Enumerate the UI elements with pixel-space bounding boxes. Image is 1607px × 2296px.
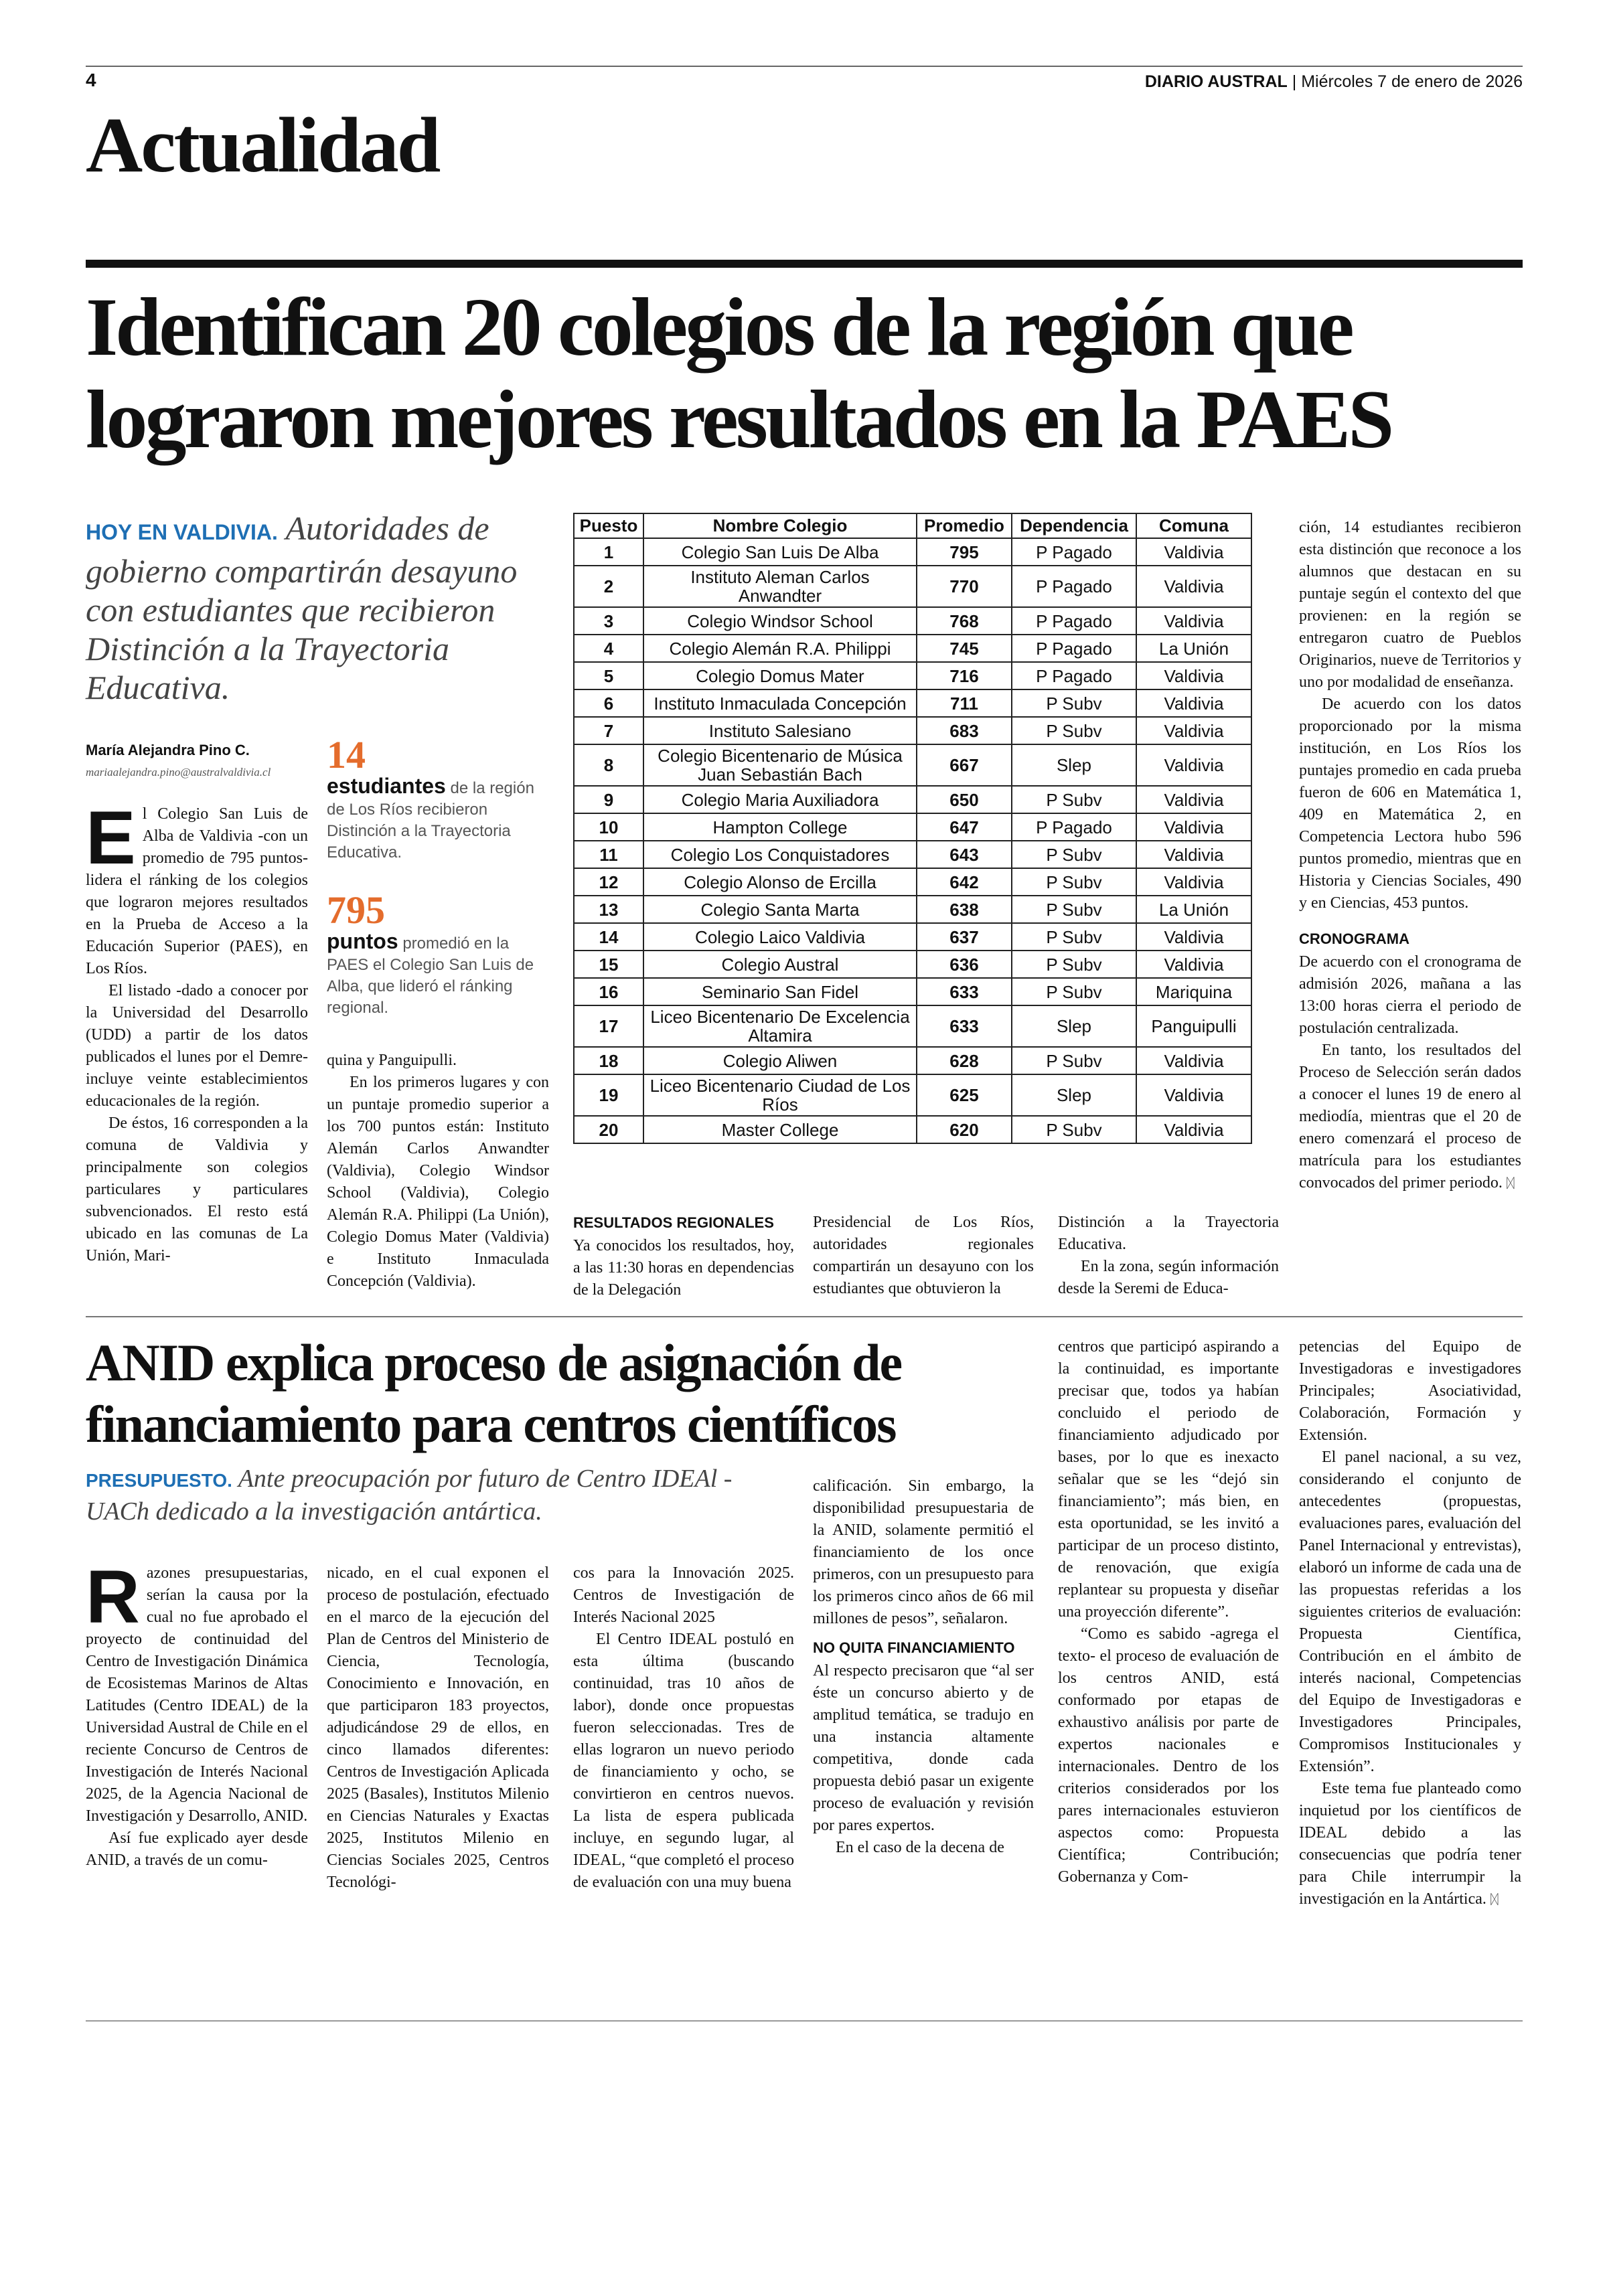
cell-rank: 6 (574, 689, 643, 717)
cell-school: Colegio Domus Mater (643, 662, 917, 689)
table-row (574, 786, 1251, 813)
cell-average: 683 (917, 717, 1012, 744)
article1-deck: Autoridades de gobierno compartirán desayuno con estudiantes que recibieron Distinción a la Trayectoria Educativa. (86, 509, 518, 706)
article2-dropcap: R (86, 1555, 140, 1639)
cell-commune: Valdivia (1136, 1116, 1251, 1143)
cell-average: 620 (917, 1116, 1012, 1143)
article1-author: María Alejandra Pino C. (86, 742, 250, 758)
cell-average: 770 (917, 566, 1012, 607)
cell-rank: 9 (574, 786, 643, 813)
article1-column-5 (1058, 1212, 1279, 1300)
cell-dependency: P Subv (1012, 951, 1136, 978)
article1-email: mariaalejandra.pino@australvaldivia.cl (86, 766, 271, 778)
cell-dependency: Slep (1012, 744, 1136, 786)
cell-dependency: P Pagado (1012, 813, 1136, 841)
cell-school: Colegio Alonso de Ercilla (643, 868, 917, 896)
table-row (574, 744, 1251, 786)
article1-column-3 (573, 1212, 794, 1301)
cell-commune: Valdivia (1136, 813, 1251, 841)
table-row (574, 689, 1251, 717)
cell-commune: La Unión (1136, 635, 1251, 662)
article2-paragraph: nicado, en el cual exponen el proceso de postulación, efectuado en el marco de la ejecución del Plan de Centros del Ministerio de Ciencia, Tecnología, Conocimiento e Innovación, en que participaron 183 proyectos, adjudicándose 29 de ellos, en cinco llamados diferentes: Centros de Investigación Aplicada 2025 (Basales), Institutos Milenio en Ciencias Naturales y Exactas 2025, Institutos Milenio en Ciencias Sociales 2025, Centros Tecnológi- (327, 1564, 549, 1891)
stat-students-desc: de la región de Los Ríos recibieron Distinción a la Trayectoria Educativa. (327, 779, 534, 862)
col-header-average: Promedio (917, 513, 1012, 538)
cell-school: Colegio Bicentenario de Música Juan Sebastián Bach (643, 744, 917, 786)
article2-column-4 (813, 1475, 1034, 1859)
table-row (574, 662, 1251, 689)
ranking-table (573, 513, 1252, 1144)
article2-column-5 (1058, 1336, 1279, 1888)
article1-paragraph: En los primeros lugares y con un puntaje promedio superior a los 700 puntos están: Instituto Alemán Carlos Anwandter (Valdivia), Colegio Windsor School (Valdivia), Colegio Alemán R.A. Philippi (La Unión), Colegio Domus Mater (Valdivia) e Instituto Inmaculada Concepción (Valdivia). (327, 1074, 549, 1290)
article2-column-3 (573, 1562, 794, 1894)
article2-paragraph: En el caso de la decena de (836, 1839, 1004, 1856)
article1-paragraph: Distinción a la Trayectoria Educativa. (1058, 1214, 1279, 1253)
article1-last-paragraph: En tanto, los resultados del Proceso de Selección serán dados a conocer el lunes 19 de enero al mediodía, mientras que el 20 de enero comenzará el proceso de matrícula para los estudiantes convocados del primer periodo. (1299, 1042, 1521, 1192)
table-row (574, 923, 1251, 951)
cell-rank: 7 (574, 717, 643, 744)
article2-paragraph: calificación. Sin embargo, la disponibilidad presupuestaria de la ANID, solamente permitió el financiamiento de los once primeros, con un presupuesto para los primeros cinco años de 66 mil millones de pesos”, señalaron. (813, 1477, 1034, 1627)
cell-commune: Valdivia (1136, 841, 1251, 868)
cell-average: 711 (917, 689, 1012, 717)
article2-kicker: PRESUPUESTO. (86, 1470, 232, 1491)
cell-school: Instituto Salesiano (643, 717, 917, 744)
cell-average: 628 (917, 1047, 1012, 1074)
cell-school: Colegio Aliwen (643, 1047, 917, 1074)
article2-paragraph: cos para la Innovación 2025. Centros de Investigación de Interés Nacional 2025 (573, 1564, 794, 1626)
cell-dependency: P Subv (1012, 868, 1136, 896)
article2-paragraph (1299, 1778, 1521, 1911)
cell-school: Master College (643, 1116, 917, 1143)
cell-dependency: P Subv (1012, 841, 1136, 868)
cell-commune: Valdivia (1136, 786, 1251, 813)
table-row (574, 978, 1251, 1005)
article2-column-1 (86, 1555, 308, 1872)
article2-paragraph: petencias del Equipo de Investigadoras e investigadores Principales; Asociatividad, Colaboración, Formación y Extensión. (1299, 1338, 1521, 1444)
cell-school: Colegio Austral (643, 951, 917, 978)
cell-commune: Valdivia (1136, 607, 1251, 635)
cell-average: 638 (917, 896, 1012, 923)
cell-commune: Valdivia (1136, 744, 1251, 786)
cell-commune: La Unión (1136, 896, 1251, 923)
cell-rank: 12 (574, 868, 643, 896)
cell-average: 642 (917, 868, 1012, 896)
article2-column-6 (1299, 1336, 1521, 1911)
article1-deck-block (86, 509, 548, 707)
cell-rank: 8 (574, 744, 643, 786)
cell-average: 768 (917, 607, 1012, 635)
cell-commune: Valdivia (1136, 951, 1251, 978)
cell-dependency: P Subv (1012, 1047, 1136, 1074)
article1-paragraph: Ya conocidos los resultados, hoy, a las 11:30 horas en dependencias de la Delegación (573, 1237, 794, 1299)
cell-school: Colegio San Luis De Alba (643, 538, 917, 566)
masthead (1145, 72, 1523, 92)
cell-average: 637 (917, 923, 1012, 951)
article2-last-paragraph: Este tema fue planteado como inquietud por los científicos de IDEAL debido a las consecuencias que podría tener para Chile interrumpir la investigación en la Antártica. (1299, 1780, 1521, 1908)
cell-school: Seminario San Fidel (643, 978, 917, 1005)
article2-paragraph: Así fue explicado ayer desde ANID, a través de un comu- (86, 1829, 308, 1869)
cell-average: 636 (917, 951, 1012, 978)
cell-rank: 3 (574, 607, 643, 635)
cell-rank: 18 (574, 1047, 643, 1074)
stat-points-number: 795 (327, 888, 385, 932)
cell-average: 625 (917, 1074, 1012, 1116)
table-row (574, 1005, 1251, 1047)
section-title: Actualidad (86, 101, 439, 189)
cell-dependency: Slep (1012, 1074, 1136, 1116)
cell-average: 647 (917, 813, 1012, 841)
article2-headline: ANID explica proceso de asignación de financiamiento para centros científicos (86, 1333, 902, 1453)
article1-kicker: HOY EN VALDIVIA. (86, 520, 278, 544)
cell-school: Colegio Laico Valdivia (643, 923, 917, 951)
cell-rank: 20 (574, 1116, 643, 1143)
cell-school: Liceo Bicentenario De Excelencia Altamira (643, 1005, 917, 1047)
col-header-commune: Comuna (1136, 513, 1251, 538)
article1-end-mark: ᛞ (1506, 1176, 1515, 1191)
table-row (574, 607, 1251, 635)
article2-paragraph: El Centro IDEAL postuló en esta última (buscando continuidad, tras 10 años de labor), donde once propuestas fueron seleccionadas. Tres de ellas lograron un nuevo periodo de financiamiento y ocho, se convirtieron en centros nuevos. La lista de espera publicada incluye, en segundo lugar, al IDEAL, “que completó el proceso de evaluación con una muy buena (573, 1631, 794, 1891)
article1-paragraph: Presidencial de Los Ríos, autoridades regionales compartirán un desayuno con los estudiantes que obtuvieron la (813, 1214, 1034, 1297)
col-header-dependency: Dependencia (1012, 513, 1136, 538)
article2-deck-block (86, 1463, 795, 1527)
cell-school: Colegio Los Conquistadores (643, 841, 917, 868)
table-row (574, 841, 1251, 868)
article2-deck: Ante preocupación por futuro de Centro IDEAl -UACh dedicado a la investigación antártica. (86, 1465, 733, 1526)
article1-subhead-regional: RESULTADOS REGIONALES (573, 1214, 774, 1231)
cell-dependency: P Pagado (1012, 566, 1136, 607)
article1-column-2 (327, 1050, 549, 1293)
header-separator: | (1292, 72, 1302, 91)
cell-rank: 1 (574, 538, 643, 566)
ranking-table-body (574, 538, 1251, 1143)
cell-rank: 16 (574, 978, 643, 1005)
cell-dependency: P Subv (1012, 786, 1136, 813)
col-header-school: Nombre Colegio (643, 513, 917, 538)
cell-average: 633 (917, 978, 1012, 1005)
cell-average: 745 (917, 635, 1012, 662)
stat-points-label: puntos (327, 929, 398, 953)
stat-students-text (327, 775, 548, 864)
stat-box-points (327, 890, 548, 1019)
page-number: 4 (86, 70, 96, 90)
stat-box-students (327, 735, 548, 864)
article2-paragraph: centros que participó aspirando a la continuidad, es importante precisar que, todos ya habían concluido el periodo de financiamiento adjudicado por bases, por lo que es inexacto señalar que se les “dejó sin financiamiento”; más bien, en esta oportunidad, se les invitó a participar de un proceso distinto, de renovación, que exigía replantear su propuesta y diseñar una proyección diferente”. (1058, 1338, 1279, 1621)
cell-average: 650 (917, 786, 1012, 813)
article1-column-6 (1299, 517, 1521, 1195)
stat-points-desc: promedió en la PAES el Colegio San Luis de Alba, que lideró el ránking regional. (327, 934, 534, 1017)
cell-average: 716 (917, 662, 1012, 689)
cell-commune: Valdivia (1136, 1074, 1251, 1116)
ranking-table-wrap (573, 513, 1252, 1144)
cell-school: Liceo Bicentenario Ciudad de Los Ríos (643, 1074, 917, 1116)
table-row (574, 896, 1251, 923)
cell-commune: Valdivia (1136, 868, 1251, 896)
cell-school: Colegio Alemán R.A. Philippi (643, 635, 917, 662)
article1-dropcap: E (86, 796, 136, 880)
cell-commune: Valdivia (1136, 538, 1251, 566)
cell-dependency: P Subv (1012, 896, 1136, 923)
article1-paragraph: En la zona, según información desde la Seremi de Educa- (1058, 1258, 1279, 1297)
cell-school: Hampton College (643, 813, 917, 841)
cell-commune: Valdivia (1136, 566, 1251, 607)
stat-points-text (327, 930, 548, 1019)
article1-paragraph: De acuerdo con el cronograma de admisión 2026, mañana a las 13:00 horas cierra el periodo de postulación centralizada. (1299, 953, 1521, 1037)
cell-commune: Panguipulli (1136, 1005, 1251, 1047)
cell-dependency: P Subv (1012, 689, 1136, 717)
table-row (574, 717, 1251, 744)
cell-dependency: P Subv (1012, 717, 1136, 744)
table-row (574, 1116, 1251, 1143)
article1-paragraph: ción, 14 estudiantes recibieron esta distinción que reconoce a los alumnos que destacan en su puntaje según el contexto del que provienen: en la región se entregaron cuatro de Pueblos Originarios, nueve de Territorios y uno por modalidad de enseñanza. (1299, 519, 1521, 691)
article2-column-2 (327, 1562, 549, 1894)
article1-column-1 (86, 796, 308, 1267)
cell-average: 633 (917, 1005, 1012, 1047)
table-header-row (574, 513, 1251, 538)
article1-paragraph: l Colegio San Luis de Alba de Valdivia -con un promedio de 795 puntos- lidera el ránking de los colegios que lograron mejores resultados en la Prueba de Acceso a la Educación Superior (PAES), en Los Ríos. (86, 805, 308, 977)
cell-dependency: P Subv (1012, 923, 1136, 951)
table-row (574, 868, 1251, 896)
cell-school: Colegio Maria Auxiliadora (643, 786, 917, 813)
col-header-rank: Puesto (574, 513, 643, 538)
article1-paragraph: El listado -dado a conocer por la Universidad del Desarrollo (UDD) a partir de los datos publicados el lunes por el Demre- incluye veinte establecimientos educacionales de la región. (86, 982, 308, 1110)
article1-subhead-schedule: CRONOGRAMA (1299, 930, 1409, 947)
cell-average: 795 (917, 538, 1012, 566)
table-row (574, 1047, 1251, 1074)
cell-rank: 13 (574, 896, 643, 923)
cell-commune: Mariquina (1136, 978, 1251, 1005)
article2-paragraph: azones presupuestarias, serían la causa por la cual no fue aprobado el proyecto de continuidad del Centro de Investigación Dinámica de Ecosistemas Marinos de Altas Latitudes (Centro IDEAL) de la Universidad Austral de Chile en el reciente Concurso de Centros de Investigación de Interés Nacional 2025, de la Agencia Nacional de Investigación y Desarrollo, ANID. (86, 1564, 308, 1825)
cell-rank: 19 (574, 1074, 643, 1116)
top-rule (86, 66, 1523, 67)
cell-dependency: P Pagado (1012, 662, 1136, 689)
cell-dependency: P Pagado (1012, 538, 1136, 566)
cell-rank: 11 (574, 841, 643, 868)
cell-commune: Valdivia (1136, 689, 1251, 717)
cell-school: Instituto Inmaculada Concepción (643, 689, 917, 717)
cell-rank: 5 (574, 662, 643, 689)
article2-paragraph: “Como es sabido -agrega el texto- el proceso de evaluación de los centros ANID, está conformado por etapas de exhaustivo análisis por parte de expertos nacionales e internacionales. Dentro de los criterios considerados por los pares internacionales estuvieron aspectos como: Propuesta Científica; Contribución; Gobernanza y Com- (1058, 1625, 1279, 1886)
cell-commune: Valdivia (1136, 717, 1251, 744)
cell-dependency: P Pagado (1012, 607, 1136, 635)
cell-average: 643 (917, 841, 1012, 868)
article2-subhead: NO QUITA FINANCIAMIENTO (813, 1639, 1015, 1656)
cell-rank: 10 (574, 813, 643, 841)
table-row (574, 951, 1251, 978)
cell-dependency: P Pagado (1012, 635, 1136, 662)
cell-dependency: P Subv (1012, 978, 1136, 1005)
article-separator (86, 1316, 1523, 1317)
table-row (574, 566, 1251, 607)
cell-rank: 17 (574, 1005, 643, 1047)
cell-commune: Valdivia (1136, 923, 1251, 951)
article1-headline: Identifican 20 colegios de la región que lograron mejores resultados en la PAES (86, 281, 1392, 465)
issue-date: Miércoles 7 de enero de 2026 (1301, 72, 1523, 91)
cell-commune: Valdivia (1136, 1047, 1251, 1074)
cell-school: Colegio Windsor School (643, 607, 917, 635)
article1-paragraph: quina y Panguipulli. (327, 1052, 457, 1069)
article2-paragraph: El panel nacional, a su vez, considerando el conjunto de antecedentes (propuestas, evaluaciones pares, evaluación del Panel Internacional y entrevistas), elaboró un informe de cada una de las propuestas referidas a los siguientes criterios de evaluación: Propuesta Científica, Contribución en el ámbito de interés nacional, Competencias del Equipo de Investigadoras e Investigadores Principales, Compromisos Institucionales y Extensión”. (1299, 1449, 1521, 1775)
article1-paragraph: De acuerdo con los datos proporcionado por la misma institución, en Los Ríos los puntajes promedio en cada prueba fueron de 606 en Matemática 1, 409 en Matemática 2, en Competencia Lectora hubo 596 puntos promedio, mientras que en Historia y Ciencias Sociales, 490 y en Ciencias, 453 puntos. (1299, 695, 1521, 912)
cell-rank: 4 (574, 635, 643, 662)
article2-end-mark: ᛞ (1490, 1892, 1499, 1907)
bottom-rule (86, 2020, 1523, 2022)
cell-rank: 2 (574, 566, 643, 607)
table-row (574, 1074, 1251, 1116)
cell-dependency: Slep (1012, 1005, 1136, 1047)
cell-dependency: P Subv (1012, 1116, 1136, 1143)
section-rule (86, 260, 1523, 268)
table-row (574, 813, 1251, 841)
table-row (574, 635, 1251, 662)
article1-paragraph (1299, 1040, 1521, 1195)
stat-students-label: estudiantes (327, 774, 446, 798)
article1-column-4 (813, 1212, 1034, 1300)
cell-school: Colegio Santa Marta (643, 896, 917, 923)
article2-paragraph: Al respecto precisaron que “al ser éste un concurso abierto y de amplitud temática, se tradujo en una instancia altamente competitiva, donde cada propuesta debió pasar un exigente proceso de evaluación y revisión por pares expertos. (813, 1662, 1034, 1834)
cell-school: Instituto Aleman Carlos Anwandter (643, 566, 917, 607)
cell-commune: Valdivia (1136, 662, 1251, 689)
cell-rank: 15 (574, 951, 643, 978)
cell-rank: 14 (574, 923, 643, 951)
article1-paragraph: De éstos, 16 corresponden a la comuna de Valdivia y principalmente son colegios particulares y particulares subvencionados. El resto está ubicado en las comunas de La Unión, Mari- (86, 1115, 308, 1264)
stat-students-number: 14 (327, 733, 366, 776)
newspaper-name: DIARIO AUSTRAL (1144, 72, 1288, 91)
cell-average: 667 (917, 744, 1012, 786)
table-row (574, 538, 1251, 566)
